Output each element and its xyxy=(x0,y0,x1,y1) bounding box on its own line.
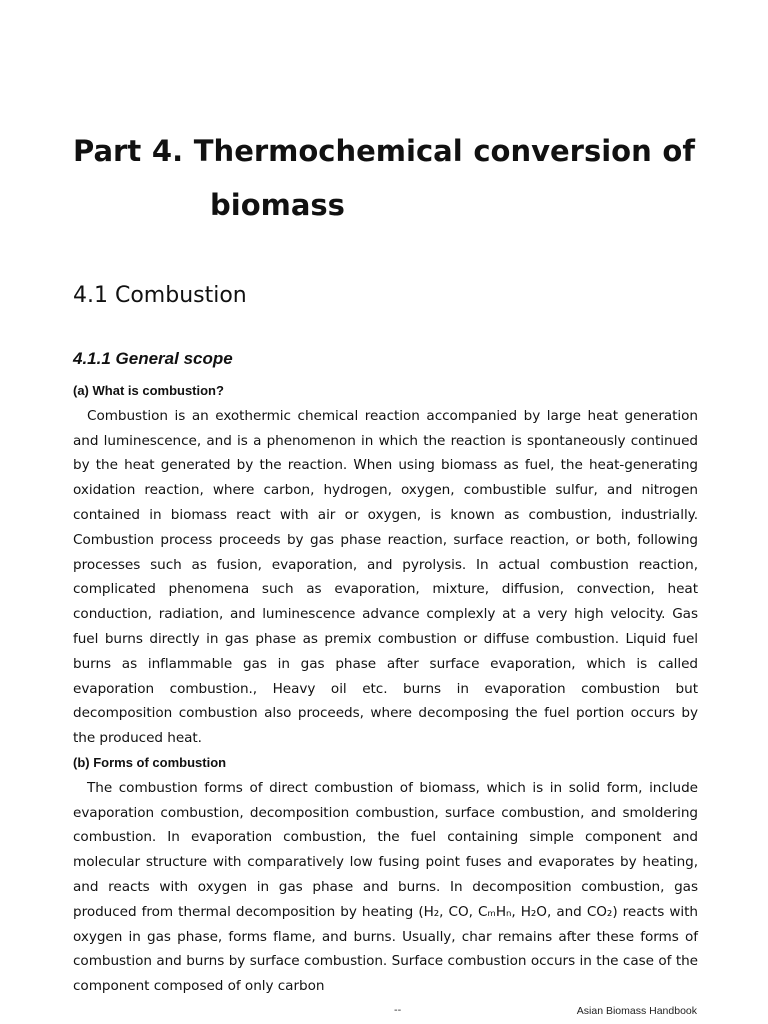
subsection-title: 4.1.1 General scope xyxy=(73,349,233,368)
part-title-word: 4. xyxy=(151,134,184,168)
heading-forms-of-combustion: (b) Forms of combustion xyxy=(73,754,227,770)
section-title: 4.1 Combustion xyxy=(73,283,247,308)
heading-what-is-combustion: (a) What is combustion? xyxy=(73,383,224,398)
part-title-word: Part xyxy=(73,134,142,168)
part-title-line-1 xyxy=(73,124,695,178)
part-title-word: Thermochemical xyxy=(193,134,463,168)
page-number-marker: -- xyxy=(394,1005,402,1016)
part-title-word: of xyxy=(662,134,695,168)
footer-book-title: Asian Biomass Handbook xyxy=(576,1005,697,1017)
part-title-line-2: biomass xyxy=(210,188,345,222)
part-title xyxy=(73,124,695,232)
paragraph-forms-of-combustion: The combustion forms of direct combustion of biomass, which is in solid form, include evaporation combustion, decomposition combustion, surface combustion, and smoldering combustion. In evaporation combustion, the fuel containing simple component and molecular structure with comparatively low fusing point fuses and evaporates by heating, and reacts with oxygen in gas phase and burns. In decomposition combustion, gas produced from thermal decomposition by heating (H₂, CO, CₘHₙ, H₂O, and CO₂) reacts with oxygen in gas phase, forms flame, and burns. Usually, char remains after these forms of combustion and burns by surface combustion. Surface combustion occurs in the case of the component composed of only carbon xyxy=(73,779,698,995)
part-title-word: conversion xyxy=(473,134,652,168)
paragraph-what-is-combustion: Combustion is an exothermic chemical reaction accompanied by large heat generation and luminescence, and is a phenomenon in which the reaction is spontaneously continued by the heat generated by the reaction. When using biomass as fuel, the heat-generating oxidation reaction, where carbon, hydrogen, oxygen, combustible sulfur, and nitrogen contained in biomass react with air or oxygen, is known as combustion, industrially. Combustion process proceeds by gas phase reaction, surface reaction, or both, following processes such as fusion, evaporation, and pyrolysis. In actual combustion reaction, complicated phenomena such as evaporation, mixture, diffusion, convection, heat conduction, radiation, and luminescence advance complexly at a very high velocity. Gas fuel burns directly in gas phase as premix combustion or diffuse combustion. Liquid fuel burns as inflammable gas in gas phase after surface evaporation, which is called evaporation combustion., Heavy oil etc. burns in evaporation combustion but decomposition combustion also proceeds, where decomposing the fuel portion occurs by the produced heat. xyxy=(73,407,698,747)
body-text xyxy=(73,379,698,999)
